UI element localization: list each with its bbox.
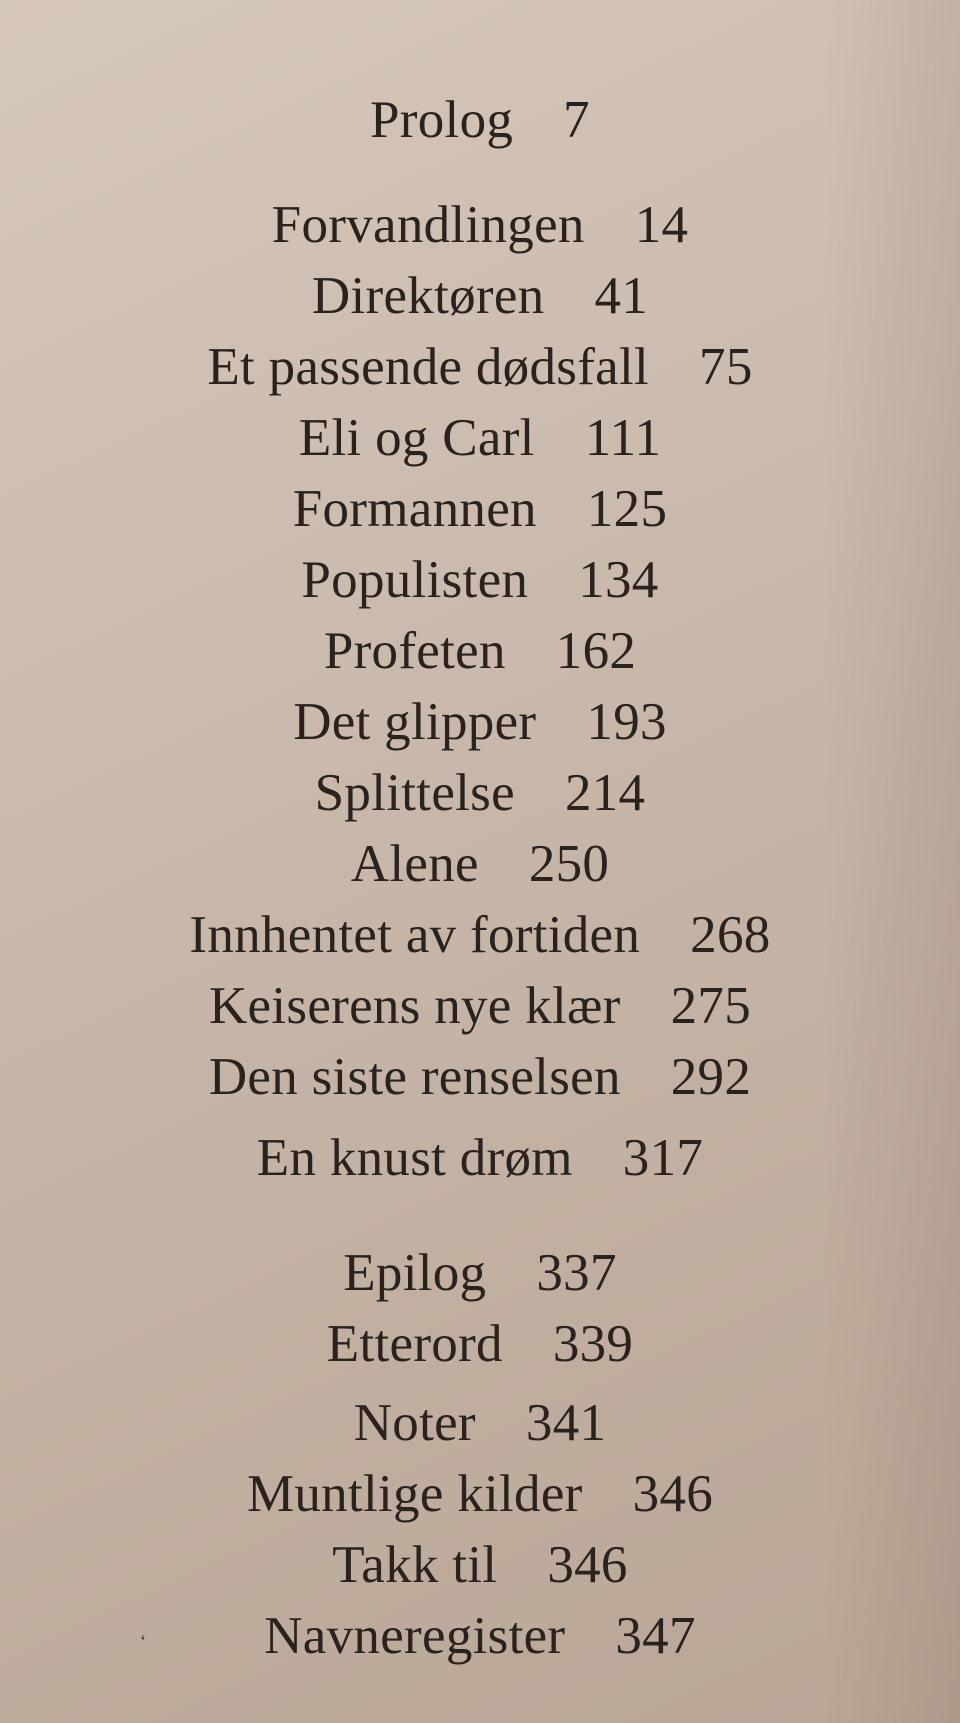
- toc-entry-chapter: [0, 266, 960, 326]
- toc-entry-page: 193: [586, 693, 667, 751]
- toc-entry-chapter: [0, 479, 960, 539]
- toc-entry-page: 268: [690, 906, 771, 964]
- toc-entry-title: Noter: [353, 1394, 476, 1452]
- toc-entry-page: 337: [536, 1244, 617, 1302]
- toc-entry-page: 346: [547, 1536, 628, 1594]
- toc-entry-page: 317: [622, 1129, 704, 1187]
- toc-entry-chapter: [0, 621, 960, 681]
- toc-entry-backmatter: [0, 1464, 960, 1524]
- toc-entry-title: Muntlige kilder: [246, 1465, 583, 1523]
- toc-entry-title: Formannen: [292, 480, 537, 538]
- toc-entry-chapter: [0, 976, 960, 1036]
- toc-entry-chapter: [0, 195, 960, 255]
- toc-entry-title: Navneregister: [264, 1607, 566, 1665]
- toc-entry-title: Innhentet av fortiden: [189, 906, 641, 964]
- toc-entry-title: Det glipper: [293, 693, 537, 751]
- toc-entry-title: Direktøren: [311, 267, 545, 325]
- toc-entry-page: 14: [634, 196, 689, 254]
- toc-entry-chapter: [0, 763, 960, 823]
- toc-entry-chapter: [0, 1047, 960, 1107]
- toc-entry-title: Etterord: [326, 1315, 503, 1373]
- toc-entry-page: 346: [632, 1465, 714, 1523]
- toc-entry-chapter: [0, 550, 960, 610]
- toc-entry-chapter: [0, 834, 960, 894]
- toc-entry-title: Forvandlingen: [271, 196, 585, 254]
- toc-entry-page: 339: [552, 1315, 634, 1373]
- toc-entry-title: Prolog: [370, 91, 514, 149]
- toc-entry-page: 162: [555, 622, 637, 680]
- toc-entry-title: Populisten: [301, 551, 529, 609]
- toc-entry-title: Profeten: [323, 622, 506, 680]
- toc-entry-title: Keiserens nye klær: [208, 977, 621, 1035]
- toc-entry-page: 341: [525, 1394, 607, 1452]
- toc-entry-prologue: [0, 90, 960, 150]
- toc-entry-page: 250: [528, 835, 610, 893]
- toc-entry-title: Eli og Carl: [298, 409, 535, 467]
- toc-entry-page: 111: [584, 409, 662, 467]
- toc-entry-page: 214: [564, 764, 646, 822]
- toc-entry-chapter: [0, 905, 960, 965]
- toc-entry-chapter: [0, 337, 960, 397]
- toc-entry-page: 292: [670, 1048, 752, 1106]
- toc-entry-chapter: [0, 692, 960, 752]
- toc-entry-page: 125: [586, 480, 668, 538]
- toc-entry-chapter: [0, 1128, 960, 1188]
- toc-entry-title: Takk til: [332, 1536, 498, 1594]
- toc-entry-backmatter: [0, 1535, 960, 1595]
- toc-entry-page: 41: [594, 267, 649, 325]
- toc-entry-page: 75: [699, 338, 753, 396]
- toc-entry-title: Et passende dødsfall: [207, 338, 650, 396]
- toc-entry-backmatter: [0, 1243, 960, 1303]
- toc-entry-title: Splittelse: [314, 764, 515, 822]
- toc-entry-backmatter: [0, 1314, 960, 1374]
- toc-entry-page: 7: [563, 91, 590, 149]
- toc-entry-page: 134: [578, 551, 659, 609]
- ink-speck: ‘: [140, 1631, 146, 1651]
- toc-entry-title: Den siste renselsen: [208, 1048, 621, 1106]
- toc-entry-chapter: [0, 408, 960, 468]
- toc-entry-backmatter: [0, 1393, 960, 1453]
- toc-entry-title: En knust drøm: [256, 1129, 573, 1187]
- toc-entry-title: Epilog: [343, 1244, 487, 1302]
- toc-entry-title: Alene: [350, 835, 479, 893]
- toc-entry-page: 347: [615, 1607, 696, 1665]
- toc-entry-page: 275: [670, 977, 752, 1035]
